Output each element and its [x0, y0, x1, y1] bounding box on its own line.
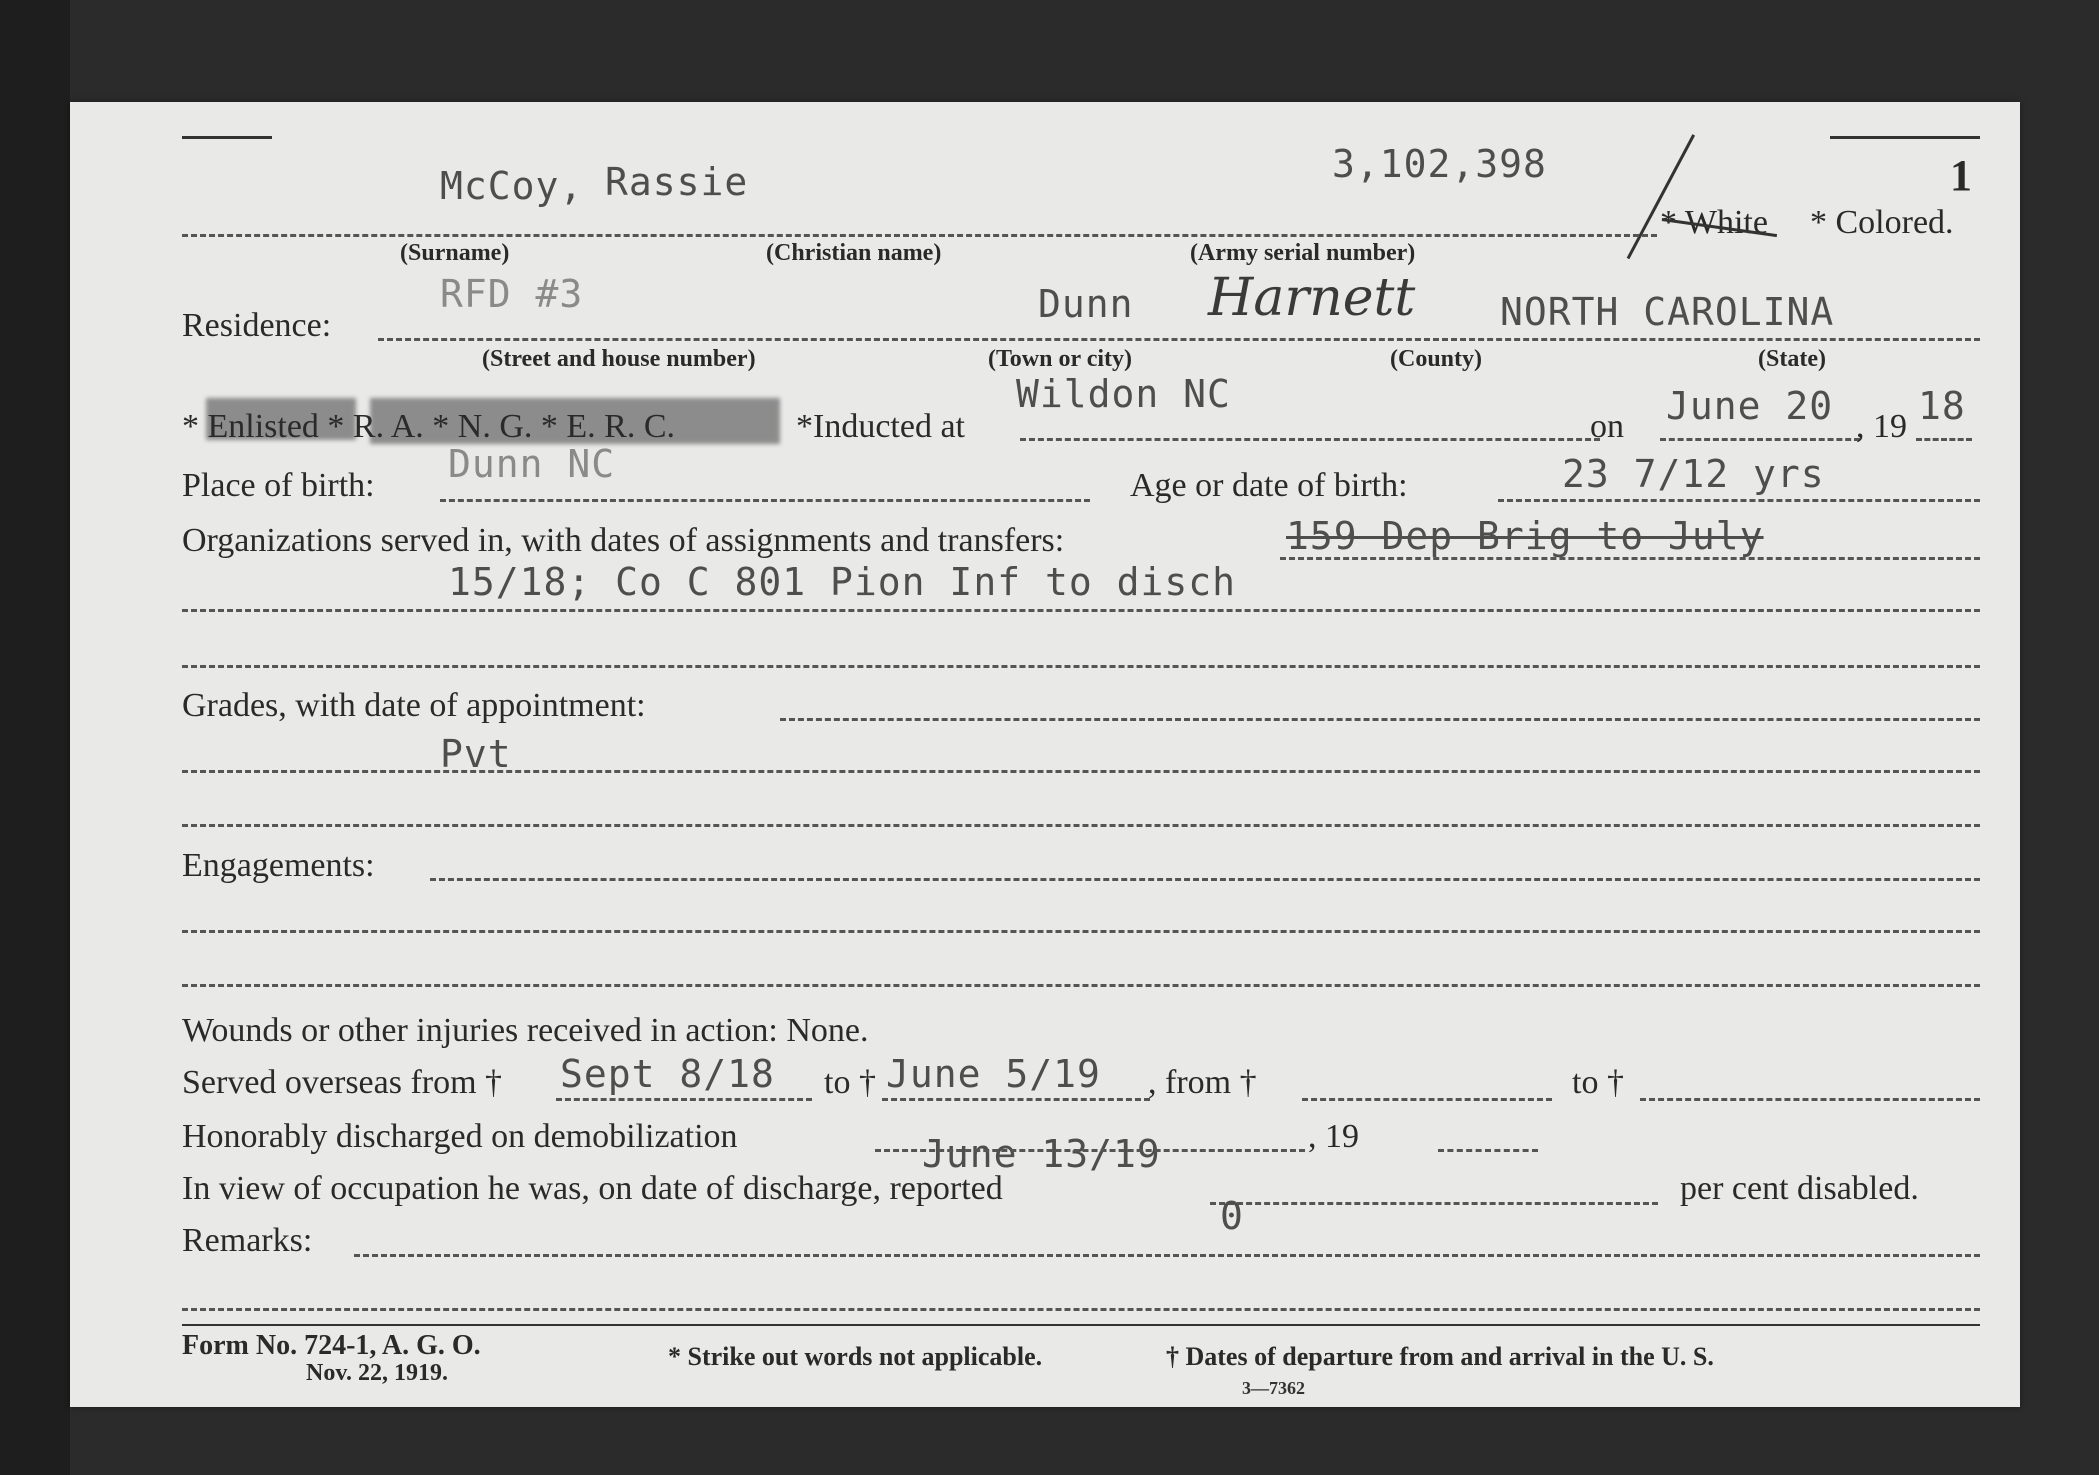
overseas-from-line [556, 1098, 812, 1101]
overseas-from2-line [1302, 1098, 1552, 1101]
overseas-from-value: Sept 8/18 [560, 1052, 775, 1096]
grade-value: Pvt [440, 732, 512, 776]
christian-name-caption: (Christian name) [766, 240, 942, 266]
place-of-birth-value: Dunn NC [448, 442, 616, 486]
induction-place-value: Wildon NC [1016, 372, 1231, 416]
disability-label: In view of occupation he was, on date of discharge, reported [182, 1170, 1003, 1207]
engagements-line-1 [430, 878, 1980, 881]
induction-year-prefix: , 19 [1856, 408, 1907, 445]
county-caption: (County) [1390, 346, 1483, 372]
organizations-line-2: 15/18; Co C 801 Pion Inf to disch [448, 560, 1236, 604]
form-date: Nov. 22, 1919. [306, 1360, 449, 1386]
strike-out-note: * Strike out words not applicable. [668, 1342, 1043, 1371]
discharge-date-line [875, 1149, 1305, 1152]
army-serial-caption: (Army serial number) [1190, 240, 1416, 266]
engagements-label: Engagements: [182, 847, 375, 884]
place-of-birth-label: Place of birth: [182, 467, 375, 504]
inducted-at-label: *Inducted at [796, 408, 965, 445]
discharge-year-line [1438, 1149, 1538, 1152]
induction-year-value: 18 [1918, 384, 1966, 428]
county-value: Harnett [1208, 268, 1416, 328]
organizations-label: Organizations served in, with dates of assignments and transfers: [182, 522, 1065, 559]
grades-line-1 [780, 718, 1980, 721]
enlistment-options: * Enlisted * R. A. * N. G. * E. R. C. [182, 408, 676, 445]
age-line [1498, 499, 1980, 502]
race-white-option: * White [1660, 204, 1768, 241]
on-label: on [1590, 408, 1624, 445]
organizations-line-2-rule [182, 609, 1980, 612]
overseas-to-line [882, 1098, 1150, 1101]
card-number: 1 [1950, 151, 1972, 200]
disability-line [1210, 1202, 1658, 1205]
remarks-label: Remarks: [182, 1222, 313, 1259]
departure-dates-note: † Dates of departure from and arrival in the U. S. [1166, 1342, 1714, 1371]
print-code: 3—7362 [1242, 1378, 1305, 1398]
disability-value: 0 [1220, 1194, 1244, 1238]
surname-caption: (Surname) [400, 240, 510, 266]
age-label: Age or date of birth: [1130, 467, 1408, 504]
residence-label: Residence: [182, 307, 332, 344]
army-serial-number-value: 3,102,398 [1332, 142, 1547, 186]
induction-date-line [1660, 438, 1860, 441]
remarks-line-1 [354, 1254, 1980, 1257]
grades-line-2 [182, 770, 1980, 773]
state-caption: (State) [1758, 346, 1826, 372]
served-overseas-label: Served overseas from † [182, 1064, 503, 1101]
christian-name-value: Rassie [605, 160, 749, 204]
state-value: NORTH CAROLINA [1500, 290, 1835, 334]
top-right-rule [1830, 136, 1980, 139]
overseas-to2-line [1640, 1098, 1980, 1101]
race-colored-option: * Colored. [1810, 204, 1954, 241]
organizations-line-3-rule [182, 665, 1980, 668]
grades-line-3 [182, 824, 1980, 827]
discharge-label: Honorably discharged on demobilization [182, 1118, 738, 1155]
footer-rule [182, 1324, 1980, 1326]
overseas-to2-label: to † [1572, 1064, 1624, 1101]
town-value: Dunn [1038, 282, 1134, 326]
engagements-line-3 [182, 984, 1980, 987]
top-left-rule [182, 136, 272, 139]
age-value: 23 7/12 yrs [1562, 452, 1825, 496]
place-of-birth-line [440, 499, 1090, 502]
name-line [182, 234, 1657, 237]
scan-background-edge [0, 0, 70, 1475]
street-value: RFD #3 [440, 272, 584, 316]
street-caption: (Street and house number) [482, 346, 756, 372]
induction-place-line [1020, 438, 1600, 441]
engagements-line-2 [182, 930, 1980, 933]
discharge-date-value: June 13/19 [922, 1132, 1161, 1176]
surname-value: McCoy, [440, 164, 584, 208]
form-number: Form No. 724-1, A. G. O. [182, 1330, 481, 1361]
grades-label: Grades, with date of appointment: [182, 687, 646, 724]
wounds-text: Wounds or other injuries received in action: None. [182, 1012, 869, 1049]
discharge-year-label: , 19 [1308, 1118, 1359, 1155]
induction-year-line [1916, 438, 1972, 441]
overseas-to-label: to † [824, 1064, 876, 1101]
disability-suffix: per cent disabled. [1680, 1170, 1919, 1207]
overseas-from2-label: , from † [1148, 1064, 1257, 1101]
overseas-to-value: June 5/19 [886, 1052, 1101, 1096]
residence-line [378, 338, 1980, 341]
remarks-line-2 [182, 1308, 1980, 1311]
induction-date-value: June 20 [1666, 384, 1834, 428]
town-caption: (Town or city) [988, 346, 1132, 372]
organizations-line-1: 159 Dep Brig to July [1286, 514, 1764, 558]
service-record-card [70, 102, 2020, 1407]
organizations-line-1-rule [1280, 557, 1980, 560]
